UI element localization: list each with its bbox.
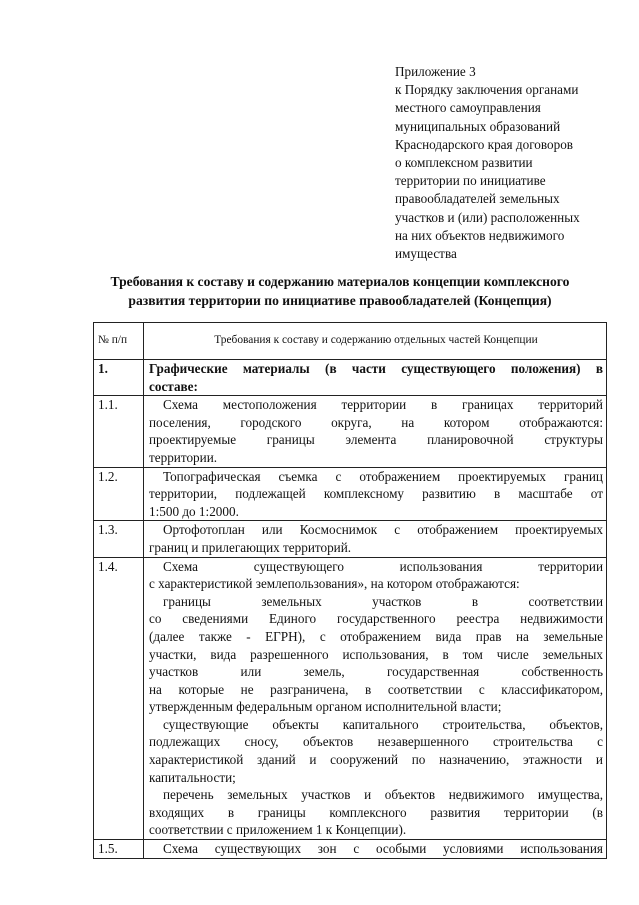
row-line: составе: <box>149 378 198 394</box>
row-line: границ и прилегающих территорий. <box>149 539 352 555</box>
row-line: входящих в границы комплексного развития территории (в <box>149 804 603 820</box>
row-line: Топографическая съемка с отображением проектируемых границ <box>163 468 603 484</box>
row-line: существующие объекты капитального строительства, объектов, <box>163 716 603 732</box>
header-text: Требования к составу и содержанию отдельных частей Концепции <box>144 323 607 360</box>
appendix-line: правообладателей земельных <box>395 191 560 207</box>
row-num: 1.1. <box>94 396 144 467</box>
row-num: 1.2. <box>94 467 144 521</box>
table-header-row <box>94 323 607 360</box>
appendix-line: участков и (или) расположенных <box>395 209 580 225</box>
row-line: участков или земель, государственная собственность <box>149 664 603 680</box>
table-row <box>94 521 607 557</box>
appendix-line: территории по инициативе <box>395 173 546 189</box>
row-text <box>144 840 607 859</box>
row-num: 1.5. <box>94 840 144 859</box>
appendix-line: Приложение 3 <box>395 64 476 79</box>
row-line: Ортофотоплан или Космоснимок с отображением проектируемых <box>163 522 603 538</box>
appendix-line: на них объектов недвижимого <box>395 227 565 243</box>
row-line: (далее также - ЕГРН), с отображением вида прав на земельные <box>149 628 603 644</box>
appendix-line: о комплексном развитии <box>395 155 533 171</box>
row-line: территории, подлежащей комплексному развитию в масштабе от <box>149 486 603 502</box>
row-num: 1. <box>94 360 144 396</box>
table-row <box>94 396 607 467</box>
row-line: границы земельных участков в соответствии <box>163 593 603 609</box>
row-line: утвержденным федеральным органом исполнительной власти; <box>149 699 502 715</box>
row-line: 1:500 до 1:2000. <box>149 503 239 519</box>
table-row <box>94 840 607 859</box>
header-num: № п/п <box>94 323 144 360</box>
document-title-line: Требования к составу и содержанию материалов концепции комплексного <box>110 274 570 289</box>
row-line: с характеристикой землепользования», на котором отображаются: <box>149 576 520 592</box>
row-text <box>144 521 607 557</box>
row-line: проектируемые границы элемента планировочной структуры <box>149 432 603 448</box>
table-row <box>94 360 607 396</box>
row-line: соответствии с приложением 1 к Концепции). <box>149 822 407 838</box>
document-title <box>90 273 590 310</box>
requirements-table <box>93 322 607 859</box>
row-line: капитальности; <box>149 769 236 785</box>
appendix-line: к Порядку заключения органами <box>395 82 579 98</box>
row-line: территории. <box>149 449 218 465</box>
row-line: Схема существующих зон с особыми условиями использования <box>163 841 603 857</box>
table-row <box>94 557 607 840</box>
row-line: Графические материалы (в части существующего положения) в <box>149 361 603 376</box>
appendix-line: Краснодарского края договоров <box>395 136 574 152</box>
row-num: 1.4. <box>94 557 144 840</box>
row-text <box>144 557 607 840</box>
document-title-line: развития территории по инициативе правообладателей (Концепция) <box>128 292 552 308</box>
row-line: со сведениями Единого государственного реестра недвижимости <box>149 611 603 627</box>
row-line: Схема местоположения территории в границах территорий <box>163 397 603 413</box>
row-line: подлежащих сносу, объектов незавершенного строительства с <box>149 734 603 750</box>
row-line: участки, вида разрешенного использования, в том числе земельных <box>149 646 603 662</box>
table-row <box>94 467 607 521</box>
appendix-line: муниципальных образований <box>395 118 561 134</box>
row-line: характеристикой зданий и сооружений по назначению, этажности и <box>149 752 603 768</box>
row-line: на которые не разграничена, в соответствии с классификатором, <box>149 681 603 697</box>
row-line: перечень земельных участков и объектов недвижимого имущества, <box>163 787 603 803</box>
row-text <box>144 467 607 521</box>
row-line: поселения, городского округа, на котором отображаются: <box>149 414 603 430</box>
appendix-line: имущества <box>395 246 457 262</box>
appendix-note <box>395 63 625 263</box>
row-text <box>144 360 607 396</box>
row-text <box>144 396 607 467</box>
row-line: Схема существующего использования территории <box>163 558 603 574</box>
appendix-line: местного самоуправления <box>395 100 541 116</box>
row-num: 1.3. <box>94 521 144 557</box>
